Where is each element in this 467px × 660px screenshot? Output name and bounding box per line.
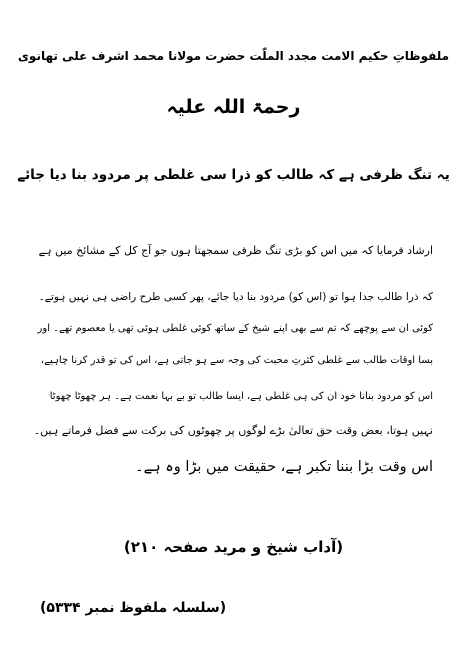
serial-number: (سلسلہ ملفوظ نمبر ۵۳۳۴) — [40, 600, 227, 616]
body-line: اس کو مردود بنانا خود ان کی ہی غلطی ہے، ایسا طالب تو بے بہا نعمت ہے۔ ہر چھوٹا چھوٹا — [49, 391, 433, 402]
section-heading: یہ تنگ ظرفی ہے کہ طالب کو ذرا سی غلطی پر مردود بنا دیا جائے — [17, 167, 450, 183]
body-line: بسا اوقات طالب سے غلطی کثرتِ محبت کی وجہ سے ہو جاتی ہے، اس کی تو قدر کرنا چاہیے، — [40, 355, 433, 366]
source-reference: (آداب شیخ و مرید صفحہ ۲۱۰) — [123, 538, 344, 556]
body-line: ارشاد فرمایا کہ میں اس کو بڑی تنگ ظرفی سمجھتا ہوں جو آج کل کے مشائخ میں ہے — [38, 244, 433, 257]
title-line-2: رحمۃ اللہ علیہ — [166, 96, 301, 118]
body-line: کوئی ان سے پوچھے کہ تم سے بھی اپنے شیخ کے ساتھ کوئی غلطی ہوئی تھی یا معصوم تھے۔ اور — [37, 323, 433, 334]
body-line: اس وقت بڑا بننا تکبر ہے، حقیقت میں بڑا وہ ہے۔ — [135, 459, 433, 475]
title-line-1: ملفوظاتِ حکیم الامت مجدد الملّت حضرت مولانا محمد اشرف علی تھانوی — [17, 49, 450, 63]
body-line: نہیں ہوتا، بعض وقت حق تعالیٰ بڑے لوگوں پر چھوٹوں کی برکت سے فضل فرماتے ہیں۔ — [34, 424, 433, 437]
body-line: کہ ذرا طالب جدا ہوا تو (اس کو) مردود بنا دیا جائے، پھر کسی طرح راضی ہی نہیں ہوتے۔ — [38, 291, 433, 303]
